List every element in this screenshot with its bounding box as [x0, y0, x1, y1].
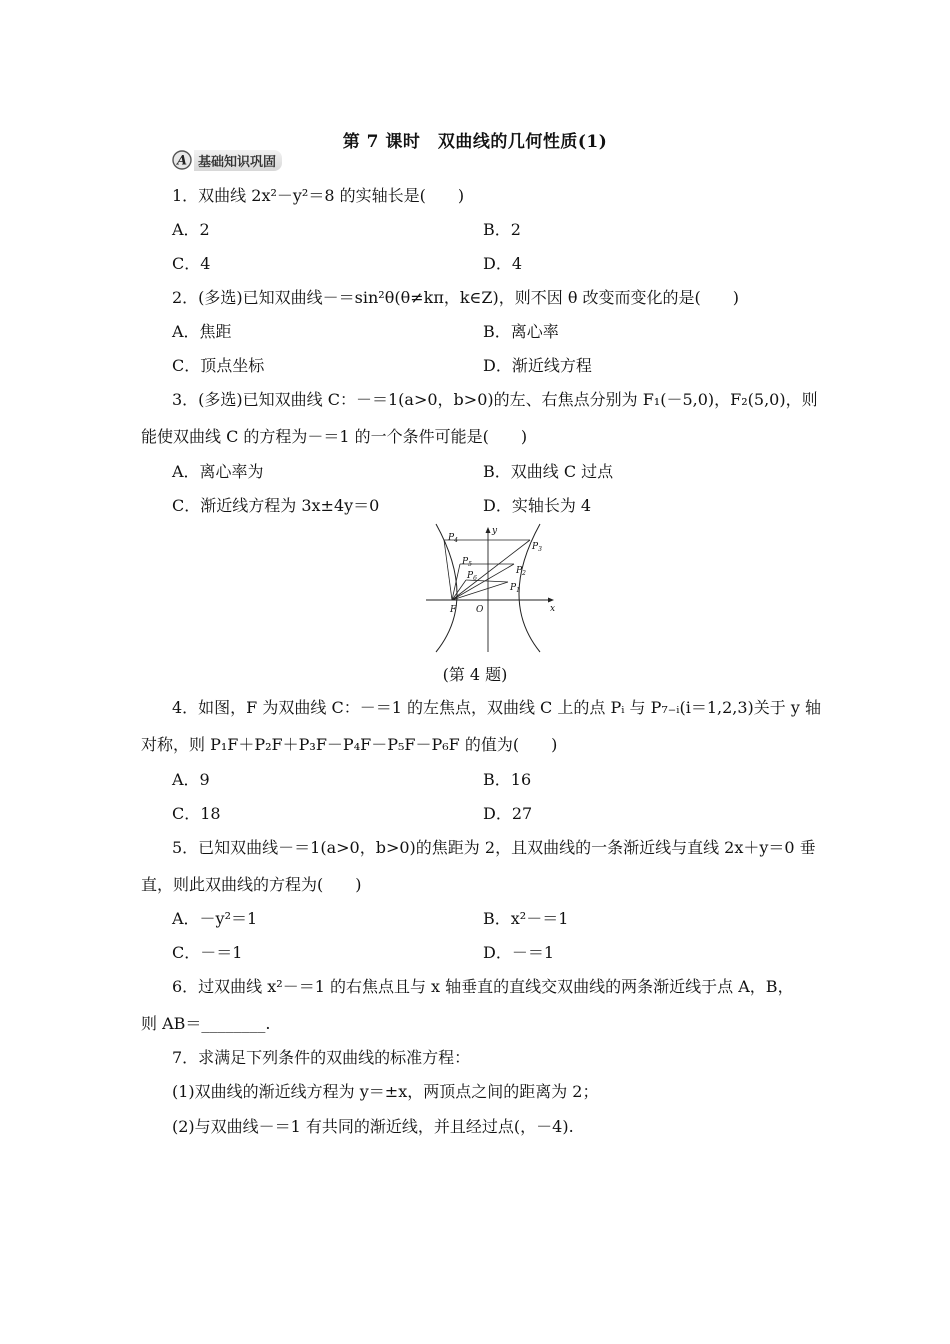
label-p3: $P_3$: [532, 542, 542, 553]
label-x: x: [550, 604, 556, 614]
label-p6: $P_6$: [467, 571, 477, 582]
q4-option-c: C．18: [172, 804, 221, 823]
label-p1: $P_1$: [510, 583, 520, 594]
x-axis-arrow: [548, 598, 554, 603]
hyperbola-figure: [420, 522, 560, 654]
question-6: 6．过双曲线 x²－＝1 的右焦点且与 x 轴垂直的直线交双曲线的两条渐近线于点 A，B，: [172, 977, 794, 996]
label-f: F: [450, 605, 457, 615]
section-badge-label: 基础知识巩固: [194, 150, 282, 171]
q4-option-d: D．27: [483, 804, 533, 823]
segment-p1f: [452, 582, 508, 600]
label-o: O: [476, 605, 484, 615]
label-y: y: [492, 526, 498, 536]
q1-option-a: A．2: [172, 220, 210, 239]
q3-option-a: A．离心率为: [172, 462, 264, 481]
q5-option-d: D．－＝1: [483, 943, 555, 962]
q1-option-d: D．4: [483, 254, 523, 273]
q1-option-c: C．4: [172, 254, 211, 273]
label-p5: $P_5$: [462, 557, 472, 568]
q5-option-c: C．－＝1: [172, 943, 243, 962]
question-7: 7．求满足下列条件的双曲线的标准方程：: [172, 1048, 471, 1067]
q2-option-d: D．渐近线方程: [483, 356, 592, 375]
label-p2: $P_2$: [516, 566, 526, 577]
question-4: 4．如图，F 为双曲线 C：－＝1 的左焦点，双曲线 C 上的点 Pᵢ 与 P₇₋ᵢ(i＝1,2,3)关于 y 轴: [172, 698, 821, 717]
question-3: 3．(多选)已知双曲线 C：－＝1(a>0，b>0)的左、右焦点分别为 F₁(－5,0)，F₂(5,0)，则: [172, 390, 818, 409]
section-a-icon: [172, 150, 192, 170]
q4-option-a: A．9: [172, 770, 210, 789]
q2-option-a: A．焦距: [172, 322, 232, 341]
q5-option-a: A．－y²＝1: [172, 909, 258, 928]
q1-option-b: B．2: [483, 220, 521, 239]
svg-text:A: A: [176, 153, 188, 169]
question-4-cont: 对称，则 P₁F＋P₂F＋P₃F－P₄F－P₅F－P₆F 的值为( ): [141, 735, 558, 754]
question-5: 5．已知双曲线－＝1(a>0，b>0)的焦距为 2，且双曲线的一条渐近线与直线 2x＋y＝0 垂: [172, 838, 816, 857]
question-1: 1．双曲线 2x²－y²＝8 的实轴长是( ): [172, 186, 465, 205]
q3-option-b: B．双曲线 C 过点: [483, 462, 614, 481]
label-p4: $P_4$: [448, 533, 458, 544]
question-2: 2．(多选)已知双曲线－＝sin²θ(θ≠kπ，k∈Z)，则不因 θ 改变而变化的是( ): [172, 288, 740, 307]
question-3-cont: 能使双曲线 C 的方程为－＝1 的一个条件可能是( ): [141, 427, 528, 446]
q4-option-b: B．16: [483, 770, 532, 789]
q5-option-b: B．x²－＝1: [483, 909, 569, 928]
q2-option-b: B．离心率: [483, 322, 559, 341]
q3-option-c: C．渐近线方程为 3x±4y＝0: [172, 496, 380, 515]
figure-caption: (第 4 题): [442, 665, 508, 684]
question-5-cont: 直，则此双曲线的方程为( ): [141, 875, 362, 894]
q2-option-c: C．顶点坐标: [172, 356, 265, 375]
page-title: 第 7 课时 双曲线的几何性质(1): [342, 132, 608, 152]
y-axis-arrow: [486, 527, 491, 533]
question-7-part-2: (2)与双曲线－＝1 有共同的渐近线，并且经过点(，－4).: [172, 1117, 574, 1136]
question-7-part-1: (1)双曲线的渐近线方程为 y＝±x，两顶点之间的距离为 2；: [172, 1082, 599, 1101]
section-badge: [172, 150, 282, 170]
q3-option-d: D．实轴长为 4: [483, 496, 592, 515]
question-6-cont: 则 AB＝________.: [141, 1014, 271, 1033]
